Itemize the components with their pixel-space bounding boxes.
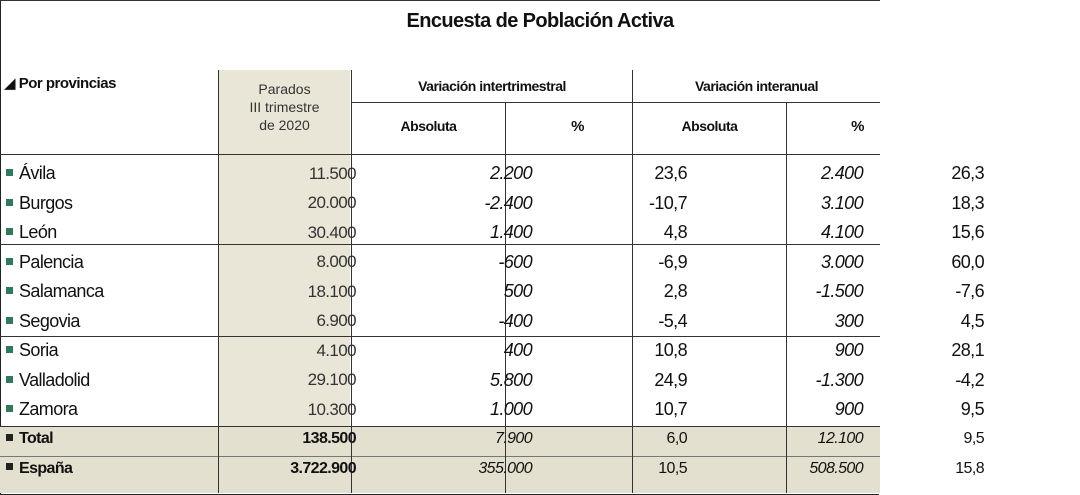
parados-cell: 138.500 [302,430,356,448]
bullet-icon [6,346,13,353]
inter-pct-cell: 10,5 [658,459,687,477]
inter-abs-cell: 1.400 [489,222,532,243]
spain-row [0,454,986,484]
anual-abs-cell: 4.100 [820,222,863,243]
anual-pct-cell: 28,1 [951,340,984,361]
parados-cell: 11.500 [308,163,356,183]
province-name: Palencia [19,251,84,272]
province-cell [0,425,224,455]
inter-abs-cell: 400 [503,340,532,361]
anual-pct-cell: 26,3 [951,163,984,184]
section-heading: ◢ Por provincias [4,75,116,92]
inter-abs-cell: -2.400 [484,192,532,213]
interquarterly-absolute-header: Absoluta [400,118,457,134]
anual-pct-cell: 15,6 [951,222,984,243]
parados-header [218,80,351,134]
table-row [0,159,986,189]
table-row [0,218,986,248]
total-row [0,425,986,455]
province-cell [0,395,224,425]
top-rule [0,0,880,1]
bullet-icon [6,317,13,324]
province-cell [0,189,224,219]
province-name: Burgos [19,192,73,213]
province-name: Segovia [19,310,80,331]
anual-abs-cell: 2.400 [820,163,863,184]
interannual-absolute-header: Absoluta [681,118,738,134]
subheader-rule [352,102,880,103]
inter-pct-cell: 2,8 [663,281,687,302]
province-cell [0,159,224,189]
province-name: Valladolid [19,369,90,390]
interannual-percent-header [787,118,880,135]
anual-pct-cell: 9,5 [963,430,984,448]
inter-abs-cell: -400 [498,310,532,331]
data-table [0,159,986,484]
table-row [0,277,986,307]
inter-abs-cell: -600 [498,251,532,272]
bullet-icon [6,287,13,294]
anual-abs-cell: 3.000 [820,251,863,272]
inter-abs-cell: 7.900 [494,430,532,448]
parados-header-line2: III trimestre [249,99,320,115]
bullet-icon [6,405,13,412]
bullet-icon [6,463,13,470]
anual-abs-cell: 508.500 [809,459,863,477]
inter-abs-cell: 1.000 [489,399,532,420]
anual-abs-cell: 900 [834,340,863,361]
anual-pct-cell: -4,2 [955,369,984,390]
province-name: Total [19,430,54,448]
table-row [0,336,986,366]
province-name: Salamanca [19,281,104,302]
province-cell [0,277,224,307]
inter-abs-cell: 2.200 [489,163,532,184]
anual-pct-cell: 9,5 [960,399,984,420]
inter-pct-cell: 10,8 [654,340,687,361]
table-row [0,395,986,425]
inter-abs-cell: 500 [503,281,532,302]
table-row [0,307,986,337]
province-cell [0,454,224,484]
anual-abs-cell: 12.100 [817,430,863,448]
inter-pct-cell: 6,0 [666,430,687,448]
inter-abs-cell: 5.800 [489,369,532,390]
parados-cell: 4.100 [316,340,356,360]
anual-abs-cell: -1.500 [815,281,863,302]
parados-cell: 30.400 [307,222,356,242]
bullet-icon [6,199,13,206]
inter-pct-cell: -10,7 [648,192,687,213]
province-cell [0,336,224,366]
inter-pct-cell: 10,7 [654,399,687,420]
parados-cell: 18.100 [307,281,356,301]
parados-cell: 20.000 [307,193,356,213]
anual-pct-cell: 4,5 [960,310,984,331]
anual-abs-cell: 300 [834,310,863,331]
inter-pct-cell: 23,6 [654,163,687,184]
anual-abs-cell: 900 [834,399,863,420]
inter-pct-cell: -6,9 [658,251,687,272]
bullet-icon [6,434,13,441]
parados-cell: 3.722.900 [290,459,356,477]
parados-header-line3: de 2020 [259,117,310,133]
interquarterly-header: Variación intertrimestral [418,78,566,94]
province-name: Soria [19,340,59,361]
anual-pct-cell: 60,0 [951,251,984,272]
parados-header-line1: Parados [258,81,311,97]
interquarterly-percent-header [506,118,632,135]
parados-cell: 6.900 [316,311,356,331]
bullet-icon [6,169,13,176]
anual-abs-cell: -1.300 [815,369,863,390]
parados-cell: 10.300 [307,399,356,419]
province-name: Zamora [19,399,78,420]
anual-abs-cell: 3.100 [820,192,863,213]
inter-pct-cell: -5,4 [658,310,687,331]
bullet-icon [6,228,13,235]
inter-pct-cell: 24,9 [654,369,687,390]
parados-cell: 8.000 [316,252,356,272]
province-name: Ávila [19,163,56,184]
table-row [0,366,986,396]
province-cell [0,218,224,248]
province-cell [0,248,224,278]
anual-pct-cell: 18,3 [951,192,984,213]
province-cell [0,307,224,337]
table-row [0,189,986,219]
table-title: Encuesta de Población Activa [406,10,674,32]
inter-pct-cell: 4,8 [663,222,687,243]
province-name: España [19,459,73,477]
anual-pct-cell: -7,6 [955,281,984,302]
province-name: León [19,222,57,243]
bullet-icon [6,258,13,265]
parados-cell: 29.100 [307,370,356,390]
province-cell [0,366,224,396]
interannual-header: Variación interanual [694,78,819,94]
anual-pct-cell: 15,8 [955,459,984,477]
bullet-icon [6,376,13,383]
table-row [0,248,986,278]
interannual-percent-label: % [851,118,864,135]
inter-abs-cell: 355.000 [478,459,532,477]
header-bottom-rule [0,154,880,155]
interquarterly-percent-label: % [571,118,584,135]
